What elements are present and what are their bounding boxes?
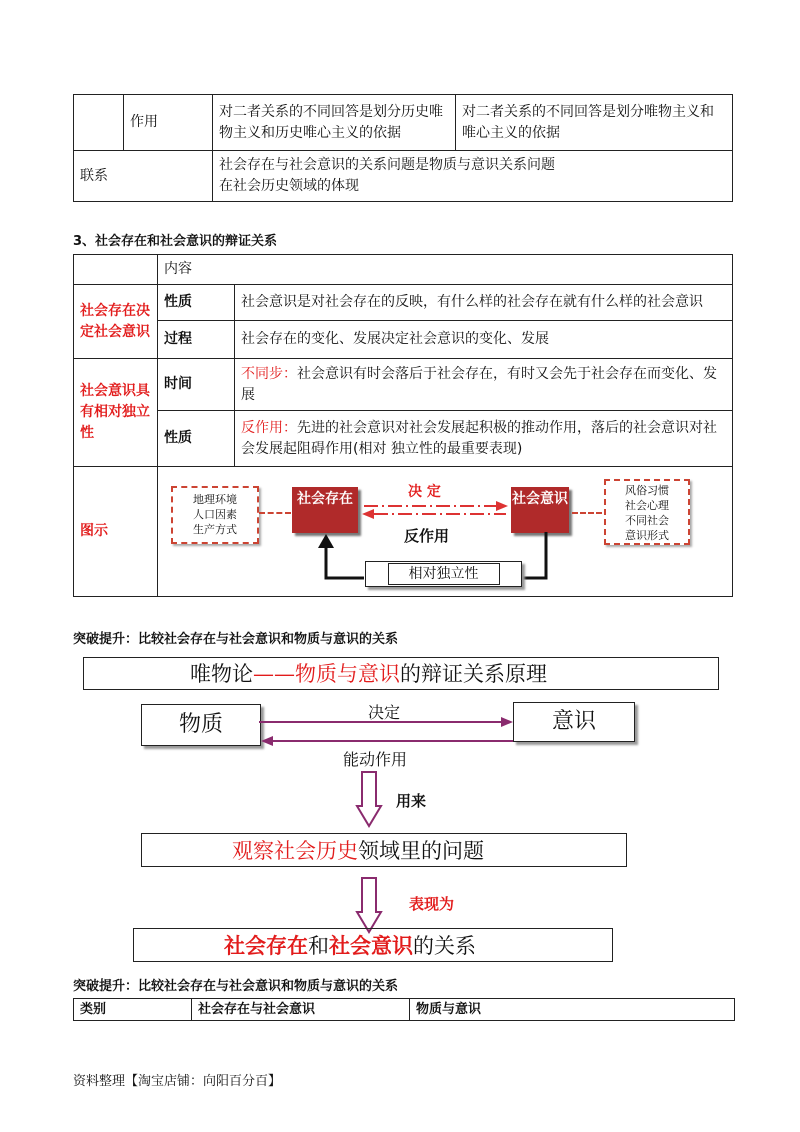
table-row-label-connection: 联系: [74, 151, 213, 202]
header-social: 社会存在与社会意识: [192, 999, 410, 1021]
table-cell-historical-materialism: 对二者关系的不同回答是划分历史唯物主义和历史唯心主义的依据: [213, 95, 456, 151]
group-label-existence-determines: 社会存在决定社会意识: [74, 285, 158, 359]
content-time: [235, 359, 733, 411]
section-3-heading: 3、社会存在和社会意识的辩证关系: [73, 234, 278, 249]
diagram-cell: [158, 467, 733, 597]
down-arrow-1: [355, 770, 383, 828]
consciousness-item: 不同社会: [625, 513, 669, 527]
content-time-text: 社会意识有时会落后于社会存在，有时又会先于社会存在而变化、发展: [241, 365, 717, 403]
breakthrough-heading-2: 突破提升：比较社会存在与社会意识和物质与意识的关系: [73, 979, 399, 994]
group-label-relative-independence: 社会意识具有相对独立性: [74, 359, 158, 467]
table-dialectical-relationship: [73, 254, 733, 597]
materialism-title-box: [83, 657, 719, 690]
factors-box: [171, 486, 259, 544]
used-for-label: 用来: [396, 792, 427, 810]
content-reaction: [235, 411, 733, 467]
social-consciousness-red: 社会意识: [329, 933, 413, 958]
table-cell-materialism: 对二者关系的不同回答是划分唯物主义和唯心主义的依据: [456, 95, 733, 151]
comparison-table: [73, 998, 735, 1021]
social-existence-red: 社会存在: [224, 933, 308, 958]
table-row-label-function: 作用: [124, 95, 213, 151]
matter-box: 物质: [141, 704, 261, 746]
table-cell-empty: [74, 255, 158, 285]
observe-history-suffix: 领域里的问题: [358, 839, 484, 863]
down-arrow-2: [355, 876, 383, 934]
dashed-connector-left: [259, 512, 291, 514]
social-existence-box: 社会存在: [292, 487, 358, 533]
factor-item: 生产方式: [193, 522, 237, 536]
relative-independence-label: 相对独立性: [388, 563, 500, 585]
aspect-nature-2: 性质: [158, 411, 235, 467]
header-category: 类别: [74, 999, 192, 1021]
consciousness-forms-box: [604, 479, 690, 545]
table-relationship-continuation: [73, 94, 733, 202]
manifested-as-label: 表现为: [409, 895, 455, 913]
table-cell-connection: [213, 151, 733, 202]
determine-label: 决 定: [408, 483, 441, 500]
social-consciousness-box: 社会意识: [511, 487, 569, 533]
footer-source: 资料整理【淘宝店铺：向阳百分百】: [73, 1074, 282, 1089]
keyword-reaction: 反作用：: [241, 419, 297, 436]
dashed-connector-right: [572, 512, 602, 514]
consciousness-item: 风俗习惯: [625, 483, 669, 497]
diagram-row-label: 图示: [74, 467, 158, 597]
breakthrough-heading-1: 突破提升：比较社会存在与社会意识和物质与意识的关系: [73, 632, 399, 647]
keyword-asynchronous: 不同步：: [241, 365, 297, 382]
determine-arrow-label: 决定: [368, 703, 401, 722]
factor-item: 人口因素: [193, 507, 237, 521]
aspect-time: 时间: [158, 359, 235, 411]
social-relation-box: [133, 928, 613, 962]
content-reaction-text: 先进的社会意识对社会发展起积极的推动作用，落后的社会意识对社会发展起阻碍作用(相对 独立性的最重要表现): [241, 419, 717, 457]
consciousness-box: 意识: [513, 702, 635, 742]
factor-item: 地理环境: [193, 492, 237, 506]
consciousness-item: 意识形式: [625, 528, 669, 542]
and-text: 和: [308, 934, 329, 958]
aspect-nature-1: 性质: [158, 285, 235, 321]
header-matter: 物质与意识: [410, 999, 735, 1021]
content-process: 社会存在的变化、发展决定社会意识的变化、发展: [235, 321, 733, 359]
observe-history-box: [141, 833, 627, 867]
title-prefix: 唯物论: [190, 662, 253, 686]
consciousness-item: 社会心理: [625, 498, 669, 512]
table-header-content: 内容: [158, 255, 733, 285]
connection-line-1: 社会存在与社会意识的关系问题是物质与意识关系问题: [219, 157, 555, 173]
reaction-label: 反作用: [404, 526, 450, 545]
title-suffix: 的辩证关系原理: [400, 662, 547, 686]
relationship-diagram: [158, 468, 732, 596]
aspect-process: 过程: [158, 321, 235, 359]
active-role-arrow-label: 能动作用: [343, 750, 408, 769]
title-red: ——物质与意识: [253, 662, 400, 686]
relation-suffix: 的关系: [413, 934, 476, 958]
observe-history-red: 观察社会历史: [232, 839, 358, 863]
connection-line-2: 在社会历史领域的体现: [219, 178, 359, 194]
table-cell-empty: [74, 95, 124, 151]
content-nature-1: 社会意识是对社会存在的反映，有什么样的社会存在就有什么样的社会意识: [235, 285, 733, 321]
relative-independence-box: [365, 561, 522, 587]
